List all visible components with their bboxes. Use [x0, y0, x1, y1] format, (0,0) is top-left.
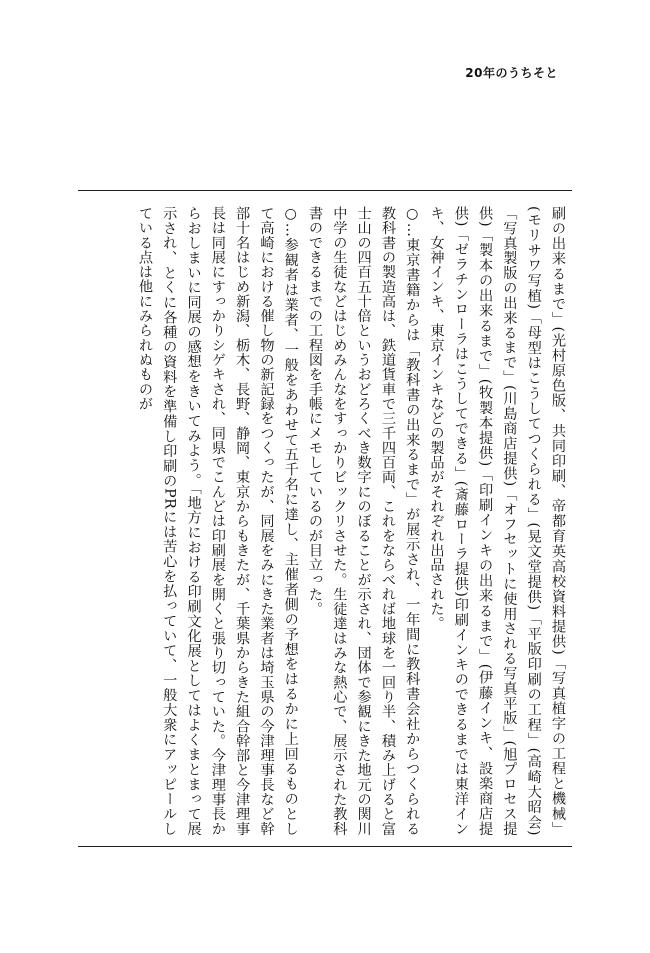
vertical-text-body	[82, 206, 570, 836]
running-head-title: 20年のうちそと	[465, 66, 558, 80]
bottom-rule	[78, 846, 572, 847]
paragraph-3: ○…参観者は業者、一般をあわせて五千名に達し、主催者側の予想をはるかに上回るものとして高崎における催し物の新記録をつくったが、同展をみにきた業者は埼玉県の今津理事長など幹部十名はじめ新潟、栃木、長野、静岡、東京からもきたが、千葉県からきた組合幹部と今津理事長は同展にすっかりシゲキされ、同県でこんどは印刷展を開くと張り切っていた。今津理事長からおしまいに同展の感想をきいてみよう。「地方における印刷文化展としてはよくまとまって展示され、とくに各種の資料を準備し印刷のPRには苦心を払っていて、一般大衆にアッピールしている点は他にみられぬものが	[136, 206, 299, 836]
top-rule	[78, 190, 572, 191]
paragraph-1: 刷の出来るまで」(光村原色版、共同印刷、帝都育英高校資料提供)「写真植字の工程と機械」(モリサワ写植)「母型はこうしてつくられる」(晃文堂提供)「平版印刷の工程」(高崎大昭会)「写真製版の出来るまで」(川島商店提供)「オフセットに使用される写真平版」(旭プロセス提供)「製本の出来るまで」(牧製本提供)「印刷インキの出来るまで」(伊藤インキ、設楽商店提供)「ゼラチンローラはこうしてできる」(斎藤ローラ提供)印刷インキのできるまでは東洋インキ、女神インキ、東京インキなどの製品がそれぞれ出品された。	[428, 206, 566, 836]
paragraph-2: ○…東京書籍からは「教科書の出来るまで」が展示され、一年間に教科書会社からつくられる教科書の製造高は、鉄道貨車で三千四百両、これをならべれば地球を一回り半、積み上げると富士山の四百五十倍というおどろくべき数字にのぼることが示され、団体で参観にきた地元の関川中学の生徒などはじめみんなをすっかりビックリさせた。生徒達はみな熱心で、展示された教科書のできるまでの工程図を手帳にメモしているのが目立った。	[307, 206, 421, 836]
